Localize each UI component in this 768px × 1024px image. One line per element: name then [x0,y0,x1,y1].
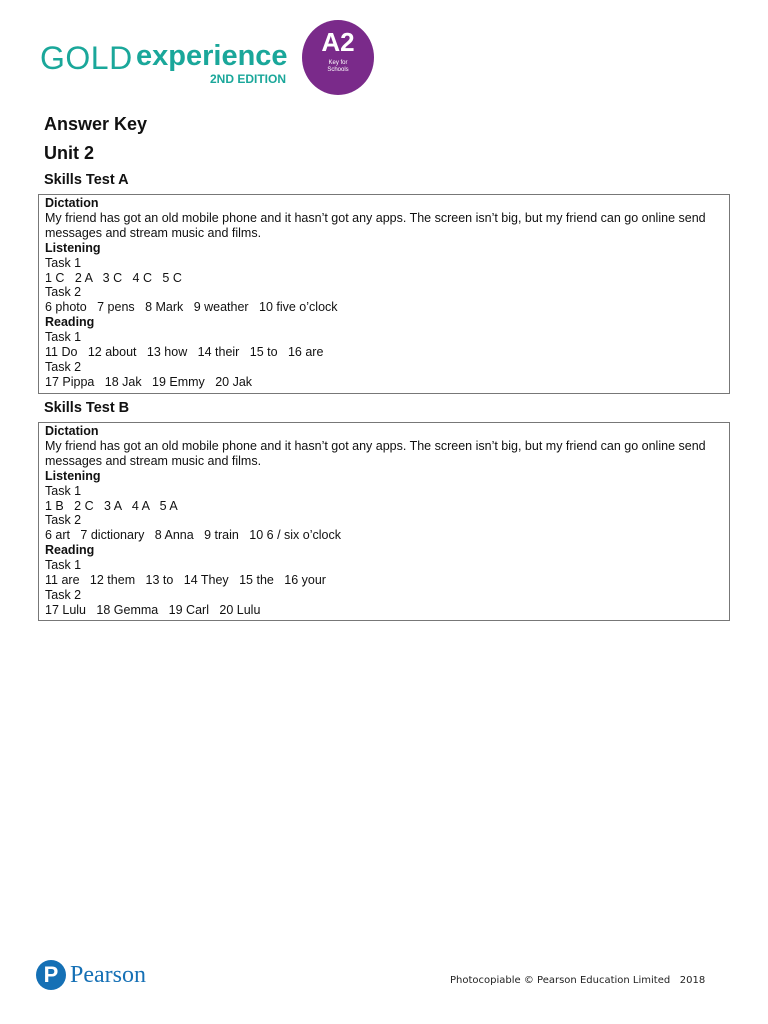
dictation-text: My friend has got an old mobile phone and it hasn’t got any apps. The screen isn’t big, but my friend can go online send messages and stream music and films. [45,438,706,468]
dictation-label: Dictation [45,424,99,438]
reading-task2-answers: 17 Pippa 18 Jak 19 Emmy 20 Jak [45,374,253,389]
reading-task2-answers: 17 Lulu 18 Gemma 19 Carl 20 Lulu [45,602,261,617]
dictation-label: Dictation [45,196,99,210]
copyright-notice: Photocopiable © Pearson Education Limited 2018 [450,975,706,986]
reading-task1-answers: 11 are 12 them 13 to 14 They 15 the 16 your [45,573,326,588]
listening-task1-label: Task 1 [45,255,82,270]
skills-test-b-title: Skills Test B [44,400,130,416]
skills-test-a-box [38,194,730,394]
reading-task1-answers: 11 Do 12 about 13 how 14 their 15 to 16 are [45,345,324,360]
listening-task2-label: Task 2 [45,513,82,528]
level-badge [302,20,374,95]
listening-task2-answers: 6 art 7 dictionary 8 Anna 9 train 10 6 / six o’clock [45,528,341,543]
skills-test-a-title: Skills Test A [44,172,129,188]
listening-task2-label: Task 2 [45,285,82,300]
badge-sub-2: Schools [327,67,349,73]
reading-task2-label: Task 2 [45,587,82,602]
reading-label: Reading [45,543,95,558]
unit-title: Unit 2 [44,143,95,163]
listening-task1-label: Task 1 [45,483,82,498]
pearson-wordmark: Pearson [70,962,146,988]
listening-task2-answers: 6 photo 7 pens 8 Mark 9 weather 10 five o’clock [45,300,338,315]
header [40,20,740,100]
dictation-text: My friend has got an old mobile phone and it hasn’t got any apps. The screen isn’t big, but my friend can go online send messages and stream music and films. [45,210,706,240]
answer-key-title: Answer Key [44,114,148,134]
listening-task1-answers: 1 B 2 C 3 A 4 A 5 A [45,498,178,513]
reading-task1-label: Task 1 [45,558,82,573]
logo-edition: 2ND EDITION [210,72,287,86]
reading-task1-label: Task 1 [45,330,82,345]
logo-gold: GOLD [40,40,133,76]
badge-sub-1: Key for [328,60,348,66]
reading-label: Reading [45,315,95,330]
listening-task1-answers: 1 C 2 A 3 C 4 C 5 C [45,270,182,285]
logo-experience: experience [136,40,288,72]
badge-level: A2 [321,27,355,57]
pearson-p-icon: P [36,960,66,990]
pearson-logo [36,958,156,998]
reading-task2-label: Task 2 [45,359,82,374]
listening-label: Listening [45,468,101,483]
listening-label: Listening [45,240,101,255]
skills-test-b-box [38,422,730,621]
